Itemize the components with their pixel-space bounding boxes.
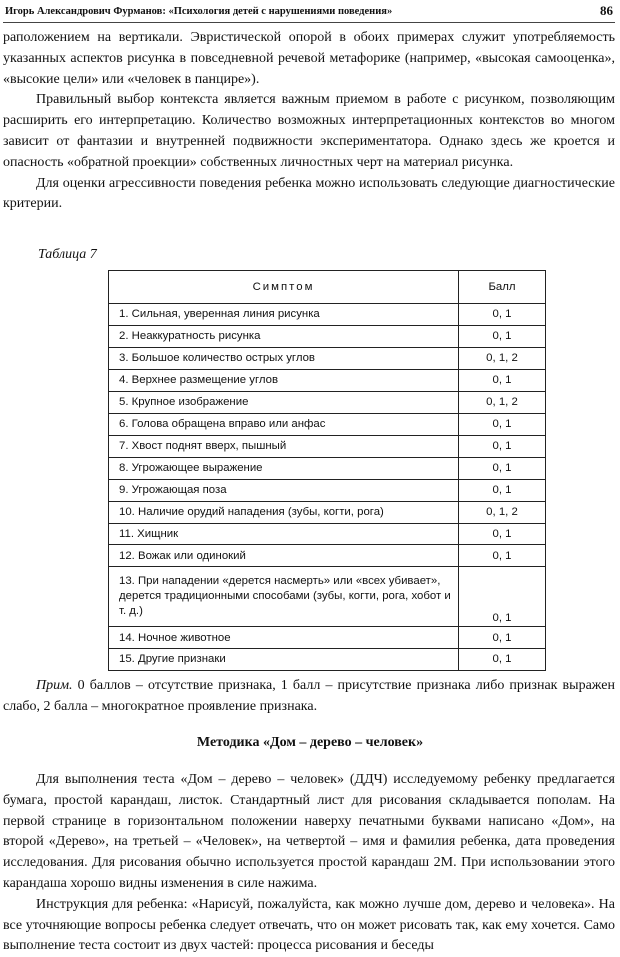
table-row (109, 627, 546, 649)
symptom-cell: 7. Хвост поднят вверх, пышный (109, 435, 459, 457)
table-row (109, 523, 546, 545)
paragraph: Инструкция для ребенка: «Нарисуй, пожалуйста, как можно лучше дом, дерево и человека». На все уточняющие вопросы ребенка следует отвечать, что он может рисовать так, как ему хочется. Само выполнение теста состоит из двух частей: процесса рисования и беседы (3, 896, 615, 954)
header-divider (3, 22, 615, 23)
paragraph: Для оценки агрессивности поведения ребенка можно использовать следующие диагностические критерии. (3, 175, 615, 212)
column-header-symptom: Симптом (109, 271, 459, 304)
table-row (109, 479, 546, 501)
running-header (5, 3, 613, 21)
table-row (109, 413, 546, 435)
symptom-cell: 6. Голова обращена вправо или анфас (109, 413, 459, 435)
symptom-cell: 3. Большое количество острых углов (109, 347, 459, 369)
table-row (109, 545, 546, 567)
column-header-score: Балл (459, 271, 546, 304)
table-row (109, 347, 546, 369)
paragraph: Правильный выбор контекста является важным приемом в работе с рисунком, позволяющим расширить его интерпретацию. Количество возможных интерпретационных контекстов во многом зависит от фантазии и внутренней подвижности экспериментатора. Однако здесь же кроется и опасность «обратной проекции» собственных личностных черт на материал рисунка. (3, 92, 615, 170)
symptom-cell: 11. Хищник (109, 523, 459, 545)
table-row (109, 325, 546, 347)
table-row (109, 435, 546, 457)
symptom-cell: 5. Крупное изображение (109, 391, 459, 413)
score-cell: 0, 1, 2 (459, 501, 546, 523)
symptom-cell: 9. Угрожающая поза (109, 479, 459, 501)
score-cell: 0, 1, 2 (459, 347, 546, 369)
note-text: 0 баллов – отсутствие признака, 1 балл – присутствие признака либо признак выражен слабо, 2 балла – многократное проявление признака. (3, 678, 615, 714)
table-caption: Таблица 7 (38, 247, 97, 262)
paragraph: Для выполнения теста «Дом – дерево – человек» (ДДЧ) исследуемому ребенку предлагается бумага, простой карандаш, листок. Стандартный лист для рисования складывается пополам. На первой странице в горизонтальном положении наверху печатными буквами написано «Дом», на второй «Дерево», на третьей – «Человек», на четвертой – имя и фамилия ребенка, дата проведения исследования. Для рисования обычно используется простой карандаш 2М. При использовании этого карандаша хорошо видны изменения в силе нажима. (3, 772, 615, 891)
symptom-cell: 15. Другие признаки (109, 648, 459, 670)
body-text (3, 770, 615, 957)
symptom-cell: 14. Ночное животное (109, 627, 459, 649)
score-cell: 0, 1 (459, 304, 546, 326)
symptom-cell: 10. Наличие орудий нападения (зубы, когти, рога) (109, 501, 459, 523)
score-cell: 0, 1 (459, 567, 546, 627)
intro-text (3, 28, 615, 215)
table-row (109, 304, 546, 326)
table-header-row (109, 271, 546, 304)
table-row (109, 567, 546, 627)
score-cell: 0, 1 (459, 545, 546, 567)
score-cell: 0, 1 (459, 435, 546, 457)
paragraph: раположением на вертикали. Эвристической опорой в обоих примерах служит употребляемость указанных аспектов рисунка в повседневной речевой метафорике (например, «высокая самооценка», «высокие цели» или «человек в панцире»). (3, 30, 615, 87)
symptom-cell: 2. Неаккуратность рисунка (109, 325, 459, 347)
symptom-cell: 13. При нападении «дерется насмерть» или «всех убивает», дерется традиционными способами (зубы, когти, рога, хобот и т. д.) (109, 567, 459, 627)
note-paragraph (3, 676, 615, 718)
score-cell: 0, 1 (459, 648, 546, 670)
score-cell: 0, 1 (459, 325, 546, 347)
note-label: Прим. (36, 678, 73, 693)
symptom-cell: 1. Сильная, уверенная линия рисунка (109, 304, 459, 326)
symptom-cell: 4. Верхнее размещение углов (109, 369, 459, 391)
symptom-cell: 12. Вожак или одинокий (109, 545, 459, 567)
table-row (109, 501, 546, 523)
symptom-cell: 8. Угрожающее выражение (109, 457, 459, 479)
table-row (109, 457, 546, 479)
symptom-table (108, 270, 546, 671)
score-cell: 0, 1 (459, 523, 546, 545)
table-row (109, 648, 546, 670)
score-cell: 0, 1 (459, 369, 546, 391)
score-cell: 0, 1, 2 (459, 391, 546, 413)
table-note (3, 676, 615, 718)
header-title: Игорь Александрович Фурманов: «Психология детей с нарушениями поведения» (5, 6, 393, 17)
score-cell: 0, 1 (459, 457, 546, 479)
table-row (109, 391, 546, 413)
score-cell: 0, 1 (459, 627, 546, 649)
table-row (109, 369, 546, 391)
page-number: 86 (600, 3, 613, 18)
section-heading: Методика «Дом – дерево – человек» (196, 735, 424, 750)
score-cell: 0, 1 (459, 479, 546, 501)
score-cell: 0, 1 (459, 413, 546, 435)
